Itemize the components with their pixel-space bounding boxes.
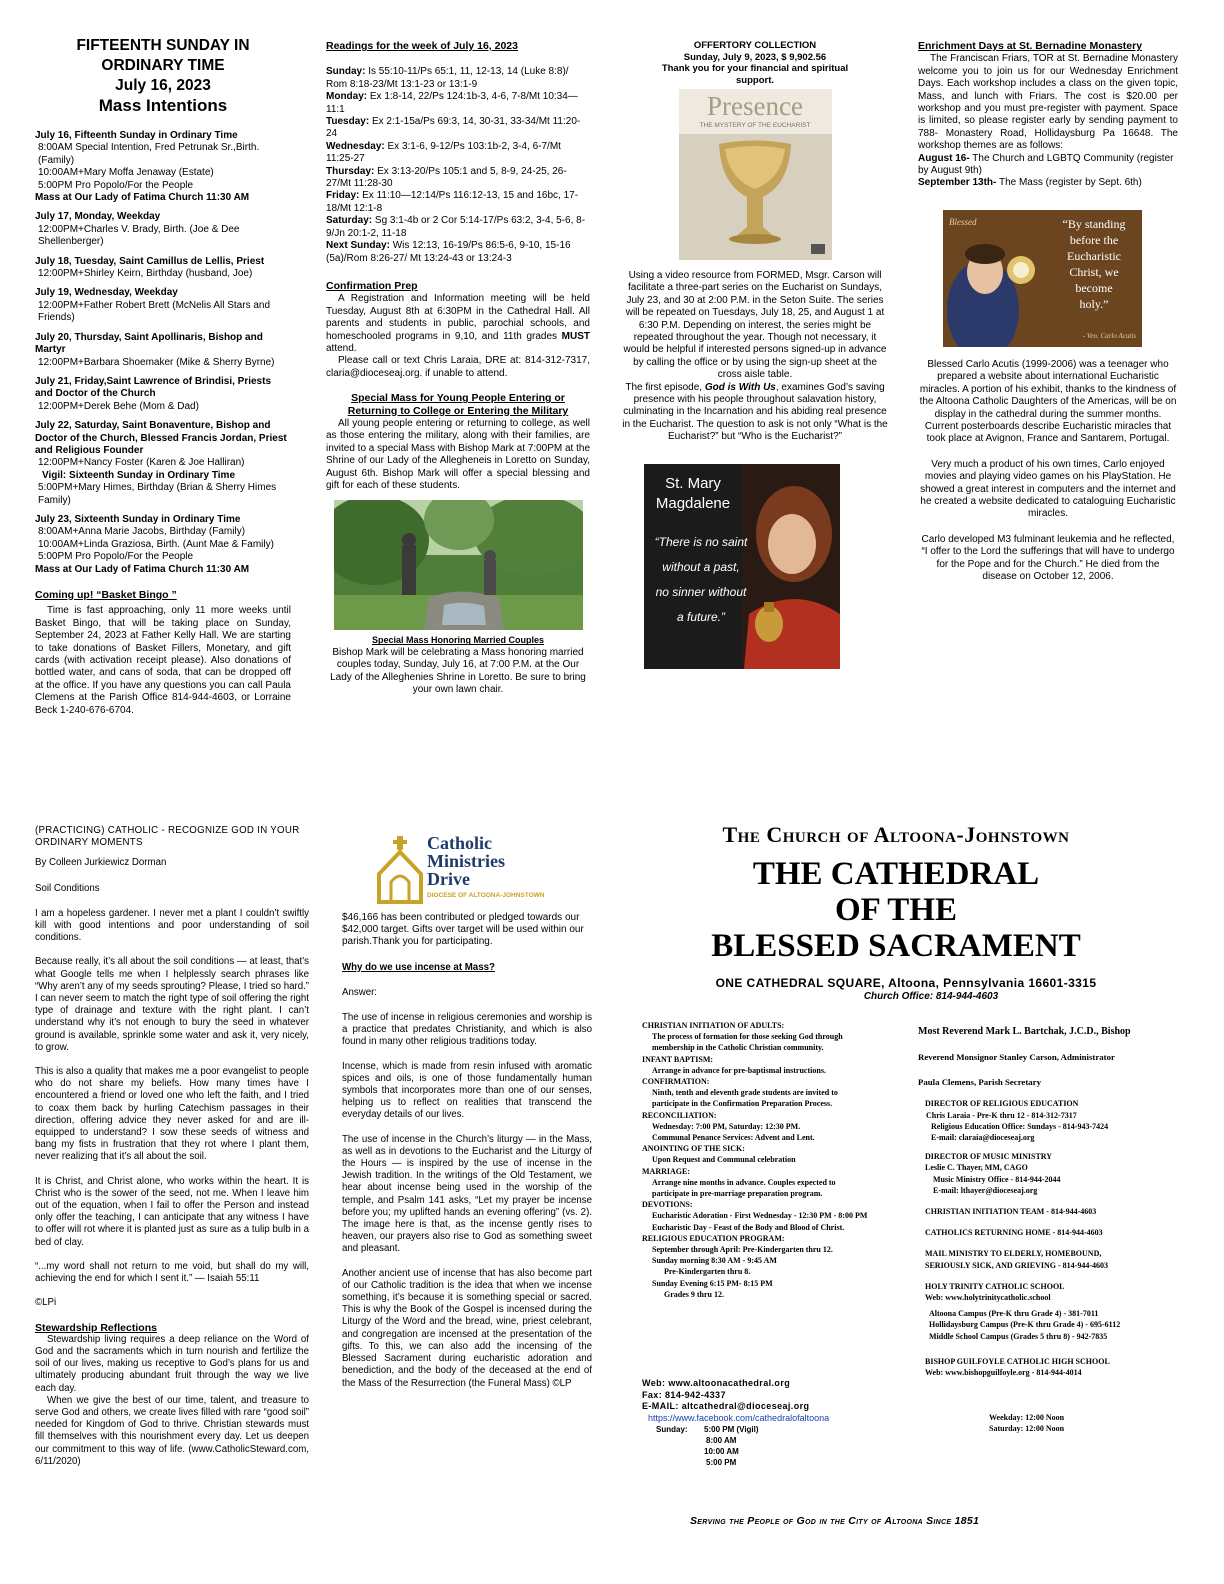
reading-entry: [326, 141, 590, 166]
email: E-MAIL: altcathedral@dioceseaj.org: [642, 1401, 810, 1411]
service-line: September through April: Pre-Kindergarten thru 12.: [652, 1245, 833, 1255]
intention-day: [35, 256, 291, 281]
cmd-diocese: DIOCESE OF ALTOONA-JOHNSTOWN: [427, 892, 545, 899]
article-paragraph: ©LPi: [35, 1297, 57, 1309]
carlo-quote-line: holy.”: [1079, 296, 1109, 311]
magdalene-quote: [646, 530, 756, 630]
reading-day: Monday:: [326, 91, 368, 103]
intention-line: 5:00PM Pro Popolo/For the People: [38, 551, 194, 563]
incense-heading: Why do we use incense at Mass?: [342, 961, 495, 973]
readings-column: [326, 40, 590, 696]
catholic-ministries-drive-logo: [377, 832, 592, 912]
service-line: membership in the Catholic Christian community.: [652, 1043, 824, 1053]
service-heading: RELIGIOUS EDUCATION PROGRAM:: [642, 1233, 785, 1243]
stewardship-text-2: When we give the best of our time, talent, and treasure to serve God and others, we create lives filled with rare “good soil” needed for Kingdom of God to thrive. Christian stewards must fill themselves with this nourishment every day. Let us deepen our commitment to this way of life. (www.CatholicSteward.com, 6/11/2020): [35, 1394, 309, 1467]
readings-list: [326, 66, 590, 265]
intention-line: 5:00PM+Mary Himes, Birthday (Brian & Sherry Himes Family): [38, 482, 277, 506]
mass-intentions-column: [35, 36, 291, 717]
carlo-quote-line: become: [1075, 280, 1113, 295]
music-line: Leslie C. Thayer, MM, CAGO: [925, 1163, 1028, 1173]
reading-day: Friday:: [326, 190, 360, 202]
intention-day: [35, 376, 291, 413]
carlo-signature: - Ven. Carlo Acutis: [1082, 332, 1136, 341]
service-heading: RECONCILIATION:: [642, 1110, 717, 1120]
bingo-heading: Coming up! “Basket Bingo ”: [35, 589, 177, 601]
offertory-thanks: Thank you for your financial and spiritual support.: [661, 63, 849, 86]
title-line: ORDINARY TIME: [101, 57, 225, 74]
reading-text: Ex 3:1-6, 9-12/Ps 103:1b-2, 3-4, 6-7/Mt 11:25-27: [326, 140, 561, 165]
carlo-quote-line: before the: [1069, 232, 1119, 247]
enrichment-heading: Enrichment Days at St. Bernadine Monastery: [918, 40, 1143, 52]
service-heading: ANOINTING OF THE SICK:: [642, 1144, 745, 1154]
magdalene-quote-line: without a past,: [662, 559, 740, 574]
bishop-guilfoyle-web: Web: www.bishopguilfoyle.org - 814-944-4014: [925, 1368, 1082, 1378]
offertory-amount: Sunday, July 9, 2023, $ 9,902.56: [683, 51, 827, 63]
presence-title: Presence: [707, 91, 803, 121]
carlo-quote-line: Christ, we: [1069, 264, 1119, 279]
cmd-text: $46,166 has been contributed or pledged towards our $42,000 target. Gifts over target will be used within our parish.Thank you for participating.: [342, 912, 584, 948]
enrichment-september: [918, 177, 1178, 189]
carlo-quote-line: “By standing: [1062, 216, 1126, 231]
service-line: Grades 9 thru 12.: [664, 1289, 724, 1299]
couples-text: Bishop Mark will be celebrating a Mass honoring married couples today, Sunday, July 16, at 7:00 P.M. at the Our Lady of the Alleghenies Shrine in Loretto. Be sure to bring your own lawn chair.: [330, 646, 586, 696]
episode-desc: , examines God’s saving presence with his people throughout salavation history, culminating in the Incarnation and his abiding real presence in the Eucharist. The question to ask is not only “What is the Eucharist?” but “Who is the Eucharist?”: [622, 381, 888, 443]
confirmation-contact: Please call or text Chris Laraia, DRE at: 814-312-7317, claria@dioceseaj.org. if unable to attend.: [326, 355, 590, 379]
weekday-mass: Weekday: 12:00 Noon: [989, 1413, 1065, 1423]
article-body: [35, 908, 309, 1310]
contacts-web: [642, 1378, 922, 1472]
address: ONE CATHEDRAL SQUARE, Altoona, Pennsylvania 16601-3315: [715, 976, 1097, 990]
august-text: The Church and LGBTQ Community (register by August 9th): [918, 152, 1174, 177]
reading-entry: [326, 190, 590, 215]
intention-line: 10:00AM+Mary Moffa Jenaway (Estate): [38, 167, 214, 179]
service-heading: CONFIRMATION:: [642, 1077, 710, 1087]
services-list: [642, 1020, 922, 1300]
intention-line: 12:00PM+Shirley Keirn, Birthday (husband, Joe): [38, 268, 253, 280]
episode-title: God is With Us: [704, 381, 776, 393]
carlo-quote-line: Eucharistic: [1067, 248, 1121, 263]
service-line: Eucharistic Adoration - First Wednesday - 12:30 PM - 8:00 PM: [652, 1211, 868, 1221]
dre-line: E-mail: claraia@dioceseaj.org: [931, 1133, 1035, 1143]
cathedral-title-line: BLESSED SACRAMENT: [711, 928, 1081, 964]
reading-day: Thursday:: [326, 165, 375, 177]
service-line: Wednesday: 7:00 PM, Saturday: 12:30 PM.: [652, 1121, 801, 1131]
reading-text: Wis 12:13, 16-19/Ps 86:5-6, 9-10, 15-16 (5a)/Rom 8:26-27/ Mt 13:24-43 or 13:24-3: [326, 240, 571, 264]
church-name: The Church of Altoona-Johnstown: [722, 822, 1070, 847]
intention-day-heading: July 17, Monday, Weekday: [35, 211, 161, 223]
magdalene-title: [644, 474, 742, 514]
footer-tagline: Serving the People of God in the City of Altoona Since 1851: [690, 1515, 980, 1527]
service-line: The process of formation for those seeking God through: [652, 1032, 843, 1042]
young-people-heading: Special Mass for Young People Entering or Returning to College or Entering the Military: [347, 392, 569, 417]
fax: Fax: 814-942-4337: [642, 1389, 726, 1400]
sunday-time: 8:00 AM: [706, 1436, 737, 1445]
episode-pre: The first episode,: [625, 381, 703, 393]
bishop-guilfoyle-heading: BISHOP GUILFOYLE CATHOLIC HIGH SCHOOL: [925, 1356, 1110, 1366]
staff-directory: [918, 1026, 1190, 1435]
confirmation-must: MUST: [561, 330, 590, 342]
intention-day-heading: July 16, Fifteenth Sunday in Ordinary Time: [35, 130, 238, 141]
confirmation-heading: Confirmation Prep: [326, 279, 418, 292]
sunday-time: 10:00 AM: [704, 1447, 739, 1456]
article-paragraph: It is Christ, and Christ alone, who works within the heart. It is Christ who is the sower of the seed, not me. When I leave him out of the equation, when I fail to offer the Person and instead only offer the teaching, I can anticipate that any witness I have to offer will rot where it is planted just as sure as a tulip bulb in a bed of clay.: [35, 1175, 309, 1248]
intention-day-heading: July 23, Sixteenth Sunday in Ordinary Time: [35, 513, 241, 525]
carlo-acutis-image: [943, 210, 1142, 347]
intention-line: 12:00PM+Nancy Foster (Karen & Joe Halliran): [38, 457, 245, 469]
holy-trinity-campus: Hollidaysburg Campus (Pre-K thru Grade 4) - 695-6112: [929, 1320, 1121, 1330]
reading-entry: [326, 91, 590, 116]
practicing-catholic-column: [35, 825, 309, 1468]
article-author: By Colleen Jurkiewicz Dorman: [35, 857, 167, 869]
service-line: Eucharistic Day - Feast of the Body and Blood of Christ.: [652, 1222, 845, 1232]
carlo-text-2: Very much a product of his own times, Carlo enjoyed movies and playing video games on his PlayStation. He showed a great interest in computers and the internet and he created a website dedicated to cataloguing Eucharistic miracles.: [920, 458, 1176, 520]
intention-day-heading: July 19, Wednesday, Weekday: [35, 287, 178, 299]
holy-trinity-campus: Middle School Campus (Grades 5 thru 8) - 942-7835: [929, 1331, 1108, 1341]
reading-entry: [326, 215, 590, 240]
intention-day-heading: July 22, Saturday, Saint Bonaventure, Bishop and Doctor of the Church, Blessed Francis Jordan, Priest and Religious Founder: [35, 420, 287, 456]
service-line: Ninth, tenth and eleventh grade students are invited to: [652, 1088, 838, 1098]
article-paragraph: “...my word shall not return to me void, but shall do my will, achieving the end for which I sent it.” — Isaiah 55:11: [35, 1260, 309, 1285]
service-line: Sunday morning 8:30 AM - 9:45 AM: [652, 1256, 777, 1266]
administrator: Reverend Monsignor Stanley Carson, Administrator: [918, 1052, 1115, 1062]
carlo-label: Blessed: [949, 216, 977, 227]
intention-day: [35, 420, 291, 507]
september-label: September 13th-: [918, 177, 997, 189]
intention-line: 10:00AM+Linda Graziosa, Birth. (Aunt Mae & Family): [38, 538, 274, 550]
reading-day: Saturday:: [326, 215, 373, 227]
stewardship-heading: Stewardship Reflections: [35, 1321, 157, 1334]
holy-trinity-heading: HOLY TRINITY CATHOLIC SCHOOL: [925, 1281, 1065, 1291]
secretary: Paula Clemens, Parish Secretary: [918, 1077, 1041, 1088]
confirmation-text-a: A Registration and Information meeting will be held Tuesday, August 8th at 6:30PM in the Cathedral Hall. All parents and students in public, parochial schools, and homeschooled programs in 9,10, and 11th grades: [326, 293, 590, 342]
bishop: Most Reverend Mark L. Bartchak, J.C.D., Bishop: [918, 1026, 1131, 1037]
service-heading: CHRISTIAN INITIATION OF ADULTS:: [642, 1021, 785, 1030]
service-line: Pre-Kindergarten thru 8.: [664, 1267, 751, 1277]
september-text: The Mass (register by Sept. 6th): [998, 177, 1142, 189]
music-line: Music Ministry Office - 814-944-2044: [933, 1174, 1061, 1184]
intention-day: [35, 130, 291, 204]
page-title: [35, 36, 291, 116]
carlo-text-3: Carlo developed M3 fulminant leukemia and he reflected, “I offer to the Lord the sufferings that will have to undergo for the Pope and for the Church.” He died from the disease on October 12, 2006.: [921, 533, 1175, 582]
sunday-schedule: [642, 1424, 922, 1472]
young-people-text: All young people entering or returning to college, as well as those entering the military, along with their families, are invited to a special Mass with Bishop Mark at 7:00PM at the Shrine of our Lady of the Allegheneis in Loretto on Sunday, August 6th. Bishop Mark will offer a special blessing and gift for each of these students.: [326, 417, 591, 491]
reading-day: Sunday:: [326, 66, 366, 78]
offertory-block: [622, 40, 888, 86]
enrichment-august: [918, 153, 1178, 178]
bingo-text: Time is fast approaching, only 11 more weeks until Basket Bingo, that will be taking place on Sunday, September 24, 2023 at Father Kelly Hall. We are starting to take donations of Basket Fillers, Monetary, and gift cards (with activation receipt please). Also donations of bottled water, and cans of soda, that can be dropped off at the office. If you have any questions you can call Paula Clemens at the Parish Office 814-944-4603, or Lorraine Beck 1-240-676-6704.: [35, 605, 291, 716]
intention-day: [35, 514, 291, 576]
service-line: Arrange nine months in advance. Couples expected to: [652, 1177, 836, 1187]
music-heading: DIRECTOR OF MUSIC MINISTRY: [925, 1152, 1053, 1162]
intention-day: [35, 287, 291, 324]
article-paragraph: Because really, it’s all about the soil conditions — at least, that’s what Google tells me when I helplessly search phrases like “Why aren’t any of my seeds sprouting? Please, I tried so hard.” I can never seem to match the right type of soil offering the right type of drainage and texture with the right plant. I can’t understand why it’s not enough to bury the seed in whatever ground is available, sprinkle some water and ask it, very nicely, to grow.: [35, 956, 309, 1053]
incense-body: [342, 1012, 592, 1390]
reading-day: Next Sunday:: [326, 240, 390, 252]
reading-day: Tuesday:: [326, 116, 370, 128]
magdalene-title-line: St. Mary: [665, 474, 721, 492]
enrichment-text: The Franciscan Friars, TOR at St. Bernadine Monastery welcome you to join us for our Wednesday Enrichment Days. Each workshop includes a class on the given topic, Mass, and lunch with Friars. The cost is $20.00 per workshop and you must pre-register with payment. Space is limited, so please register early by sending payment to 788- Monastery Road, Hollidaysburg Pa 16648. The workshop themes are as follows:: [918, 53, 1178, 152]
confirmation-text-b: attend.: [326, 342, 357, 354]
cathedral-title-line: OF THE: [835, 892, 957, 928]
title-line: July 16, 2023: [115, 77, 211, 94]
church-office: Church Office: 814-944-4603: [863, 991, 999, 1002]
cmd-title-line: Ministries: [427, 851, 505, 871]
reading-text: Ex 1:8-14, 22/Ps 124:1b-3, 4-6, 7-8/Mt 10:34—11:1: [326, 91, 578, 115]
intention-day-heading: July 18, Tuesday, Saint Camillus de Lellis, Priest: [35, 255, 265, 267]
offertory-title: OFFERTORY COLLECTION: [693, 40, 817, 51]
dre-heading: DIRECTOR OF RELIGIOUS EDUCATION: [925, 1099, 1079, 1109]
reading-text: Ex 2:1-15a/Ps 69:3, 14, 30-31, 33-34/Mt 11:20-24: [326, 116, 581, 140]
intention-line: 12:00PM+Barbara Shoemaker (Mike & Sherry Byrne): [38, 356, 275, 368]
incense-column: [342, 832, 592, 1402]
incense-paragraph: Incense, which is made from resin infused with aromatic spices and oils, is one of those fundamentally human symbols that incorporates more than one of our senses, helping us to reflect on realities that transcend the everyday details of our lives.: [342, 1060, 592, 1121]
confirmation-text: [326, 293, 590, 355]
carlo-quote: [1049, 216, 1139, 312]
service-heading: INFANT BAPTISM:: [642, 1054, 714, 1064]
service-heading: MARRIAGE:: [642, 1166, 690, 1176]
intention-line: 12:00PM+Charles V. Brady, Birth. (Joe & Dee Shellenberger): [38, 223, 240, 248]
cathedral-title-line: THE CATHEDRAL: [752, 856, 1040, 892]
intention-day: [35, 211, 291, 248]
shrine-photo: [334, 500, 583, 630]
cmd-title-line: Catholic: [427, 833, 492, 853]
holy-trinity-web: Web: www.holytrinitycatholic.school: [925, 1293, 1051, 1303]
vigil-heading: Vigil: Sixteenth Sunday in Ordinary Time: [42, 469, 236, 481]
august-label: August 16-: [918, 152, 970, 164]
reading-entry: [326, 166, 590, 191]
service-line: participate in the Confirmation Preparation Process.: [652, 1099, 833, 1109]
cathedral-logo-icon: [377, 834, 423, 904]
cmd-title: [427, 834, 505, 888]
formed-text: Using a video resource from FORMED, Msgr. Carson will facilitate a three-part series on the Eucharist on Sundays, July 23, and 30 at 2:00 P.M. in the Seton Suite. The series will be repeated on Tuesdays, July 18, 25, and August 1 at 6:30 P.M. Depending on interest, the series might be repeated throughout the year. Though not necessary, it would be helpful if interested persons signed-up in advance by calling the office or by using the sign-up sheet at the cross aisle table.: [623, 270, 887, 381]
intentions-list: [35, 130, 291, 576]
incense-paragraph: Another ancient use of incense that has also become part of our Catholic tradition is the idea that when we incense something, it’s because it is something special or sacred. This is why the Book of the Gospel is incensed during the Liturgy of the Word and the bread, wine, priest celebrant, and congregation are incensed at the presentation of the gifts. To this, we can also add the incensing of the Blessed Sacrament during eucharistic adoration and benediction, and the body of the deceased at the end of the Mass of the Resurrection (the Funeral Mass) ©LP: [342, 1267, 592, 1389]
offertory-column: [622, 40, 888, 669]
intention-note: Mass at Our Lady of Fatima Church 11:30 AM: [35, 192, 250, 204]
sunday-times: [704, 1424, 759, 1468]
website: Web: www.altoonacathedral.org: [642, 1378, 791, 1388]
service-line: Sunday Evening 6:15 PM- 8:15 PM: [652, 1278, 773, 1288]
article-subhead: Soil Conditions: [35, 882, 100, 894]
reading-entry: [326, 116, 590, 141]
title-line: FIFTEENTH SUNDAY IN: [76, 37, 250, 54]
saturday-mass: Saturday: 12:00 Noon: [989, 1424, 1065, 1434]
masthead: [622, 822, 1190, 1003]
magdalene-quote-line: “There is no saint: [654, 534, 748, 549]
presence-dvd-cover: [679, 89, 832, 260]
magdalene-quote-line: no sinner without: [655, 584, 747, 599]
article-paragraph: This is also a quality that makes me a poor evangelist to people who do not share my beliefs. How many times have I encountered a friend or loved one who left the faith, and I tried to coax them back by hurling Catechism passages in their direction, offering advice they never asked for and are ill-equipped to understand? I sow these seeds of witness and bang my fists in frustration that they rot where I plant them, never realizing that it’s all about the soil.: [35, 1066, 309, 1163]
service-line: participate in pre-marriage preparation program.: [652, 1189, 823, 1199]
intention-line: 8:00AM+Anna Marie Jacobs, Birthday (Family): [38, 526, 246, 538]
intention-line: 5:00PM Pro Popolo/For the People: [38, 179, 194, 191]
reading-text: Ex 3:13-20/Ps 105:1 and 5, 8-9, 24-25, 26-27/Mt 11:28-30: [326, 165, 567, 190]
intention-day-heading: July 20, Thursday, Saint Apollinaris, Bishop and Martyr: [35, 331, 263, 356]
catholics-returning-home: CATHOLICS RETURNING HOME - 814-944-4603: [925, 1228, 1103, 1238]
carlo-text-1: Blessed Carlo Acutis (1999-2006) was a teenager who prepared a website about international Eucharistic miracles. A portion of his exhibit, thanks to the kindness of the Altoona Catholic Daughters of the Americas, will be on display in the cathedral during the summer months. Current posterboards describe Eucharistic miracles that took place at Avignon, France and Santarem, Portugal.: [919, 358, 1177, 445]
service-line: Upon Request and Communal celebration: [652, 1155, 796, 1165]
readings-heading: Readings for the week of July 16, 2023: [326, 40, 518, 52]
sunday-label: Sunday:: [656, 1425, 688, 1434]
service-line: Arrange in advance for pre-baptismal instructions.: [652, 1065, 826, 1075]
dre-line: Chris Laraia - Pre-K thru 12 - 814-312-7317: [926, 1110, 1077, 1120]
reading-day: Wednesday:: [326, 140, 385, 152]
facebook-link[interactable]: https://www.facebook.com/cathedralofaltoona: [648, 1412, 830, 1423]
sunday-time: 5:00 PM (Vigil): [704, 1425, 759, 1434]
music-line: E-mail: lthayer@dioceseaj.org: [933, 1185, 1038, 1195]
intention-line: 8:00AM Special Intention, Fred Petrunak Sr.,Birth. (Family): [38, 142, 260, 166]
title-line: Mass Intentions: [98, 96, 228, 115]
holy-trinity-campus: Altoona Campus (Pre-K thru Grade 4) - 381-7011: [929, 1309, 1099, 1319]
dre-line: Religious Education Office: Sundays - 814-943-7424: [931, 1121, 1109, 1131]
service-heading: DEVOTIONS:: [642, 1200, 693, 1210]
service-line: Communal Penance Services: Advent and Lent.: [652, 1133, 815, 1143]
initiation-team: CHRISTIAN INITIATION TEAM - 814-944-4603: [925, 1207, 1097, 1217]
mail-ministry: MAIL MINISTRY TO ELDERLY, HOMEBOUND,: [925, 1249, 1102, 1259]
reading-text: Is 55:10-11/Ps 65:1, 11, 12-13, 14 (Luke 8:8)/ Rom 8:18-23/Mt 13:1-23 or 13:1-9: [326, 66, 569, 90]
article-paragraph: I am a hopeless gardener. I never met a plant I couldn’t swiftly kill with good intentions and poor understanding of soil conditions.: [35, 907, 309, 944]
reading-text: Sg 3:1-4b or 2 Cor 5:14-17/Ps 63:2, 3-4, 5-6, 8-9/Jn 20:1-2, 11-18: [326, 215, 586, 239]
reading-entry: [326, 240, 590, 265]
enrichment-column: [918, 40, 1178, 583]
intention-line: 12:00PM+Derek Behe (Mom & Dad): [38, 400, 199, 412]
magdalene-title-line: Magdalene: [655, 494, 731, 512]
mail-ministry: SERIOUSLY SICK, AND GRIEVING - 814-944-4603: [925, 1260, 1108, 1270]
article-title: (PRACTICING) CATHOLIC - RECOGNIZE GOD IN YOUR ORDINARY MOMENTS: [35, 825, 300, 849]
stewardship-text-1: Stewardship living requires a deep reliance on the Word of God and the sacraments which in turn nourish and fertilize the soil of our lives, making us receptive to God’s plans for us and ultimately producing abundant fruit through the way we live each day.: [35, 1333, 309, 1394]
incense-paragraph: The use of incense in religious ceremonies and worship is a practice that predates Christianity, and which is also found in many other religious traditions today.: [342, 1012, 592, 1048]
magdalene-quote-line: a future.”: [676, 609, 726, 624]
episode-text: [622, 382, 888, 444]
answer-label: Answer:: [342, 986, 377, 998]
incense-paragraph: The use of incense in the Church’s liturgy — in the Mass, as well as in devotions to the Eucharist and the Liturgy of the Hours — is inspired by the use of incense in the Jewish tradition. In the writings of the Old Testament, we hear about incense being used in the worship of the temple, and Psalm 141 asks, “Let my prayer be incense before you; my uplifted hands an evening offering” (vs. 2). The image here is that, as the incense gently rises to heaven, our prayers also rise to God as something sweet and pleasant.: [342, 1133, 592, 1255]
sunday-time: 5:00 PM: [706, 1458, 737, 1467]
st-mary-magdalene-image: [644, 464, 840, 669]
cathedral-title: [602, 856, 1190, 964]
cmd-title-line: Drive: [427, 869, 470, 889]
intention-line: 12:00PM+Father Robert Brett (McNelis All Stars and Friends): [38, 299, 271, 324]
intention-day: [35, 332, 291, 369]
reading-entry: [326, 66, 590, 91]
couples-heading: Special Mass Honoring Married Couples: [371, 635, 545, 646]
intention-note: Mass at Our Lady of Fatima Church 11:30 AM: [35, 563, 250, 575]
presence-subtitle: THE MYSTERY OF THE EUCHARIST: [699, 122, 811, 129]
intention-day-heading: July 21, Friday,Saint Lawrence of Brindisi, Priests and Doctor of the Church: [35, 375, 272, 400]
reading-text: Ex 11:10—12:14/Ps 116:12-13, 15 and 16bc, 17-18/Mt 12:1-8: [326, 190, 579, 214]
